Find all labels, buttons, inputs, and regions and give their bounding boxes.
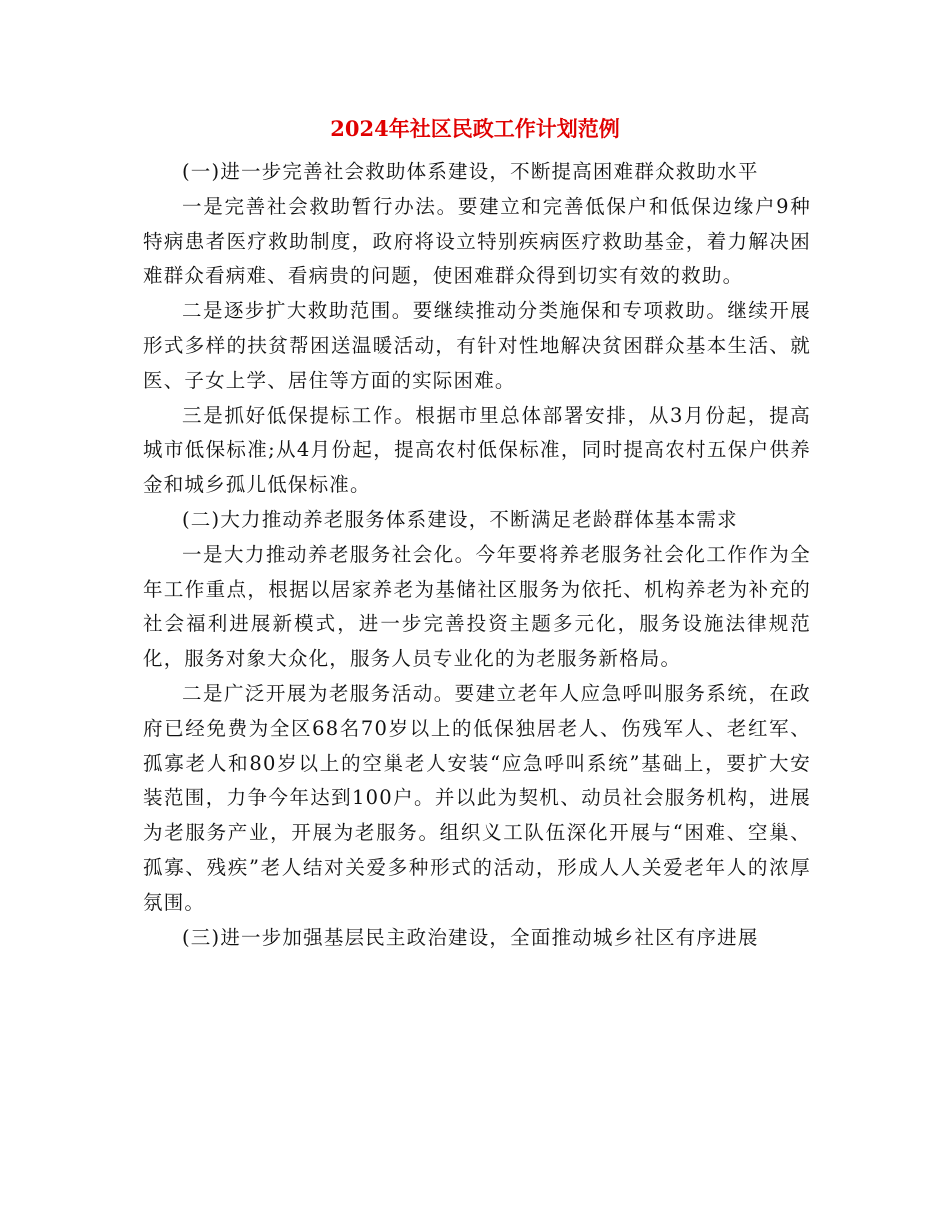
paragraph: 二是广泛开展为老服务活动。要建立老年人应急呼叫服务系统，在政府已经免费为全区68名70岁以上的低保独居老人、伤残军人、老红军、孤寡老人和80岁以上的空巢老人安装“应急呼叫系统”基础上，要扩大安装范围，力争今年达到100户。并以此为契机、动员社会服务机构，进展为老服务产业，开展为老服务。组织义工队伍深化开展与“困难、空巢、孤寡、残疾”老人结对关爱多种形式的活动，形成人人关爱老年人的浓厚氛围。: [143, 681, 811, 914]
paragraph: 一是完善社会救助暂行办法。要建立和完善低保户和低保边缘户9种特病患者医疗救助制度，政府将设立特别疾病医疗救助基金，着力解决困难群众看病难、看病贵的问题，使困难群众得到切实有效的救助。: [143, 194, 811, 288]
paragraph: 一是大力推动养老服务社会化。今年要将养老服务社会化工作作为全年工作重点，根据以居家养老为基储社区服务为依托、机构养老为补充的社会福利进展新模式，进一步完善投资主题多元化，服务设施法律规范化，服务对象大众化，服务人员专业化的为老服务新格局。: [143, 542, 811, 671]
paragraph: 三是抓好低保提标工作。根据市里总体部署安排，从3月份起，提高城市低保标准;从4月份起，提高农村低保标准，同时提高农村五保户供养金和城乡孤儿低保标准。: [143, 403, 811, 497]
section-heading-2: (二)大力推动养老服务体系建设，不断满足老龄群体基本需求: [182, 507, 738, 531]
paragraph: 二是逐步扩大救助范围。要继续推动分类施保和专项救助。继续开展形式多样的扶贫帮困送温暖活动，有针对性地解决贫困群众基本生活、就医、子女上学、居住等方面的实际困难。: [143, 299, 811, 392]
document-body: [143, 155, 811, 955]
section-heading-3: (三)进一步加强基层民主政治建设，全面推动城乡社区有序进展: [182, 925, 759, 949]
section-heading-1: (一)进一步完善社会救助体系建设，不断提高困难群众救助水平: [182, 160, 759, 183]
document-title: 2024年社区民政工作计划范例: [330, 116, 620, 141]
